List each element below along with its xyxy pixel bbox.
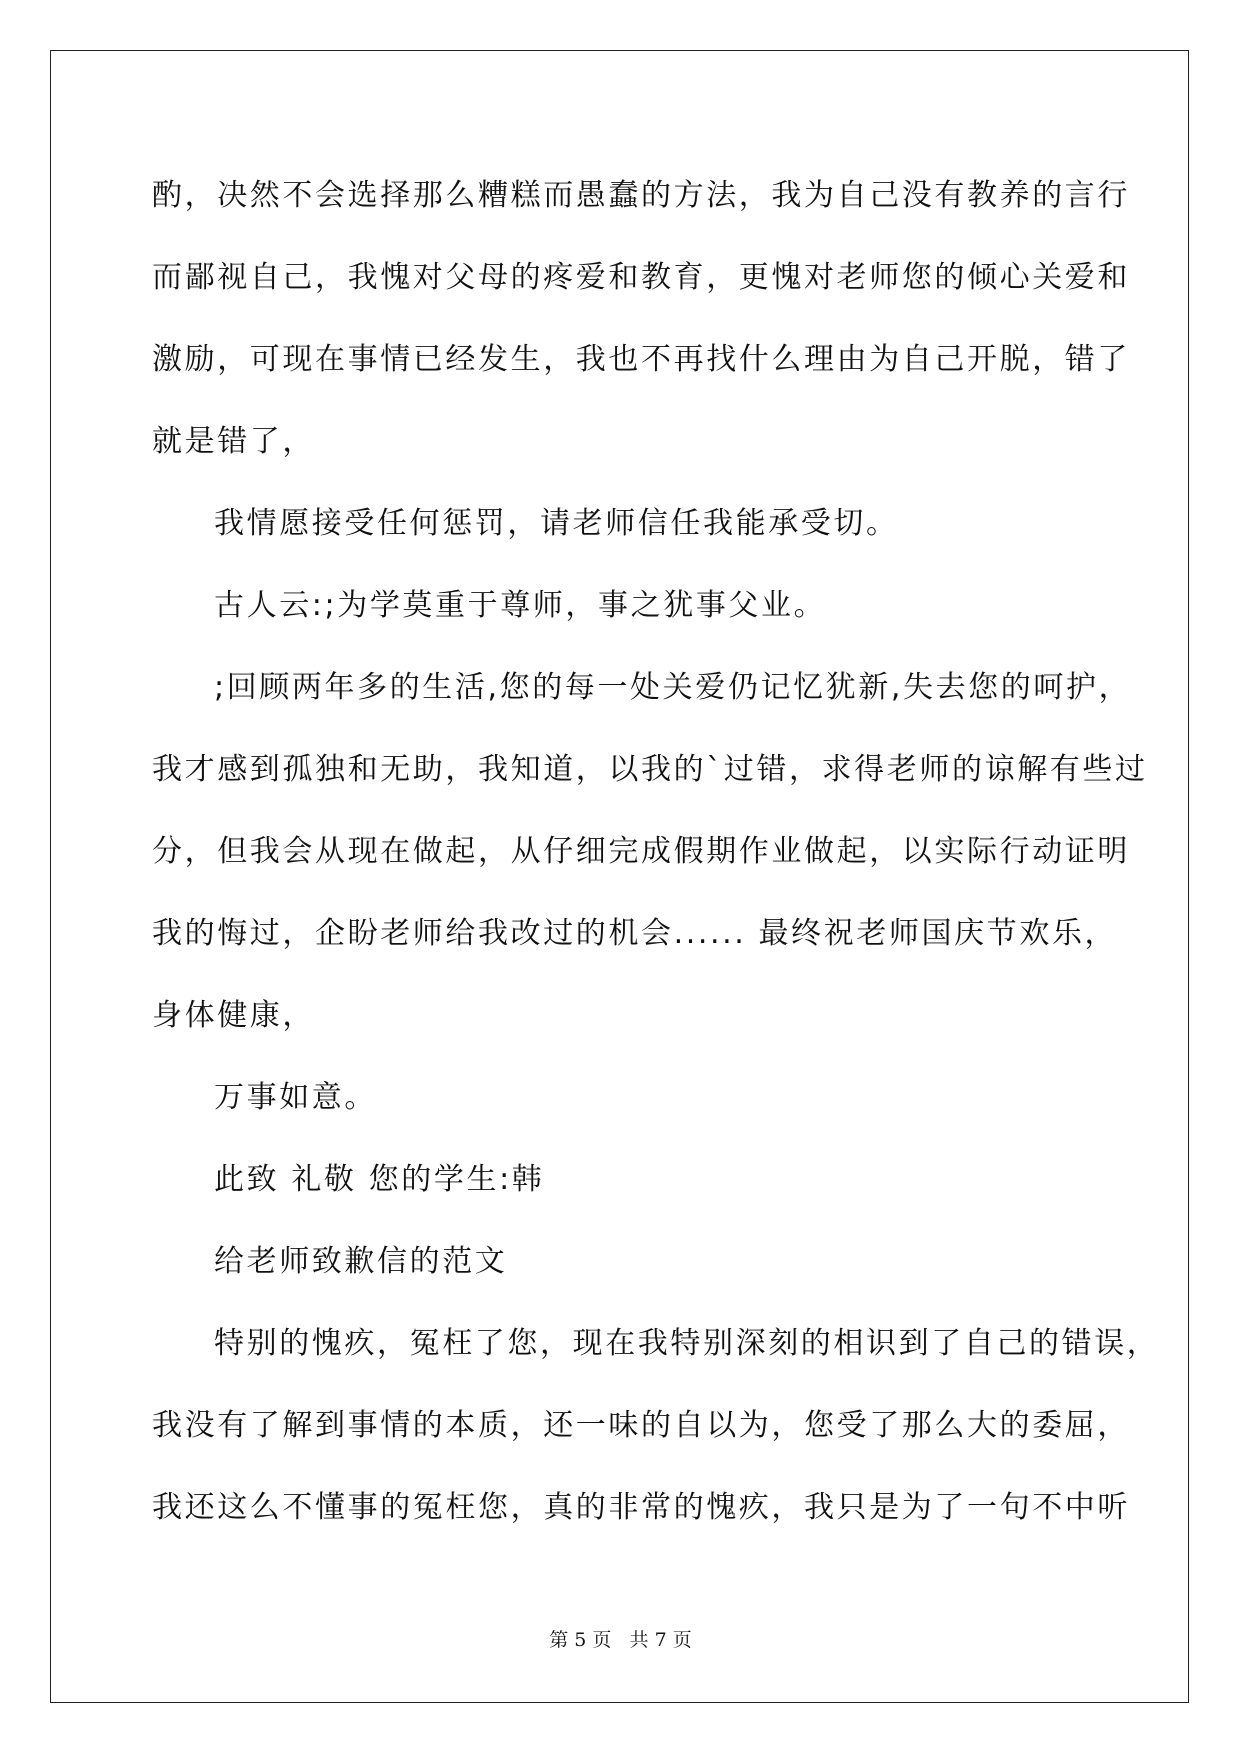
- signature-line: 此致 礼敬 您的学生:韩: [214, 1162, 545, 1197]
- text-line: 我还这么不懂事的冤枉您，真的非常的愧疚，我只是为了一句不中听: [152, 1490, 1130, 1525]
- text-line: 激励，可现在事情已经发生，我也不再找什么理由为自己开脱，错了: [152, 342, 1130, 377]
- text-line: 就是错了，: [152, 424, 315, 459]
- text-line: 我的悔过，企盼老师给我改过的机会...... 最终祝老师国庆节欢乐，: [152, 916, 1118, 951]
- paragraph-line: ;回顾两年多的生活,您的每一处关爱仍记忆犹新,失去您的呵护，: [214, 670, 1132, 705]
- document-body: [152, 155, 1160, 1549]
- paragraph-line: 我情愿接受任何惩罚，请老师信任我能承受切。: [214, 506, 899, 541]
- text-line: 酌，决然不会选择那么糟糕而愚蠢的方法，我为自己没有教养的言行: [152, 178, 1130, 213]
- paragraph-line: 万事如意。: [214, 1080, 377, 1115]
- text-line: 而鄙视自己，我愧对父母的疼爱和教育，更愧对老师您的倾心关爱和: [152, 260, 1130, 295]
- section-heading: 给老师致歉信的范文: [214, 1244, 508, 1279]
- page-number-footer: 第 5 页 共 7 页: [549, 1629, 692, 1651]
- text-line: 身体健康，: [152, 998, 315, 1033]
- text-line: 我没有了解到事情的本质，还一味的自以为，您受了那么大的委屈，: [152, 1408, 1130, 1443]
- text-line: 分，但我会从现在做起，从仔细完成假期作业做起，以实际行动证明: [152, 834, 1130, 869]
- paragraph-line: 特别的愧疚，冤枉了您，现在我特别深刻的相识到了自己的错误，: [214, 1326, 1160, 1361]
- paragraph-line: 古人云:;为学莫重于尊师，事之犹事父业。: [214, 588, 827, 623]
- text-line: 我才感到孤独和无助，我知道，以我的`过错，求得老师的谅解有些过: [152, 752, 1148, 787]
